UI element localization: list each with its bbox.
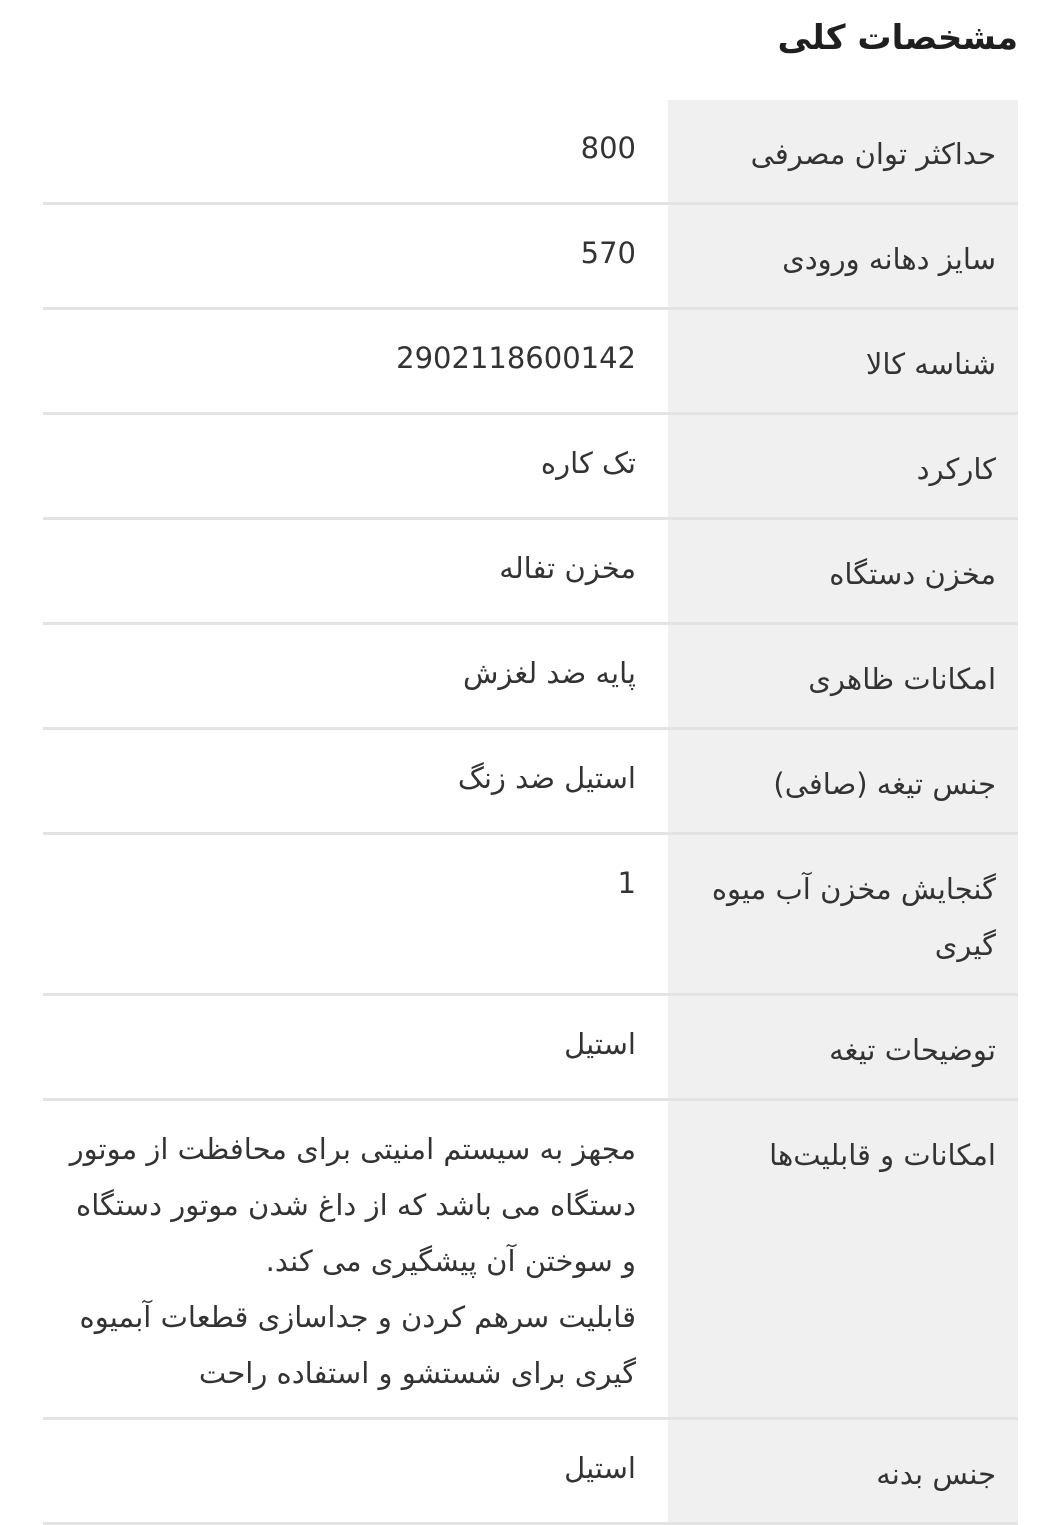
spec-row-juice-capacity: [43, 835, 1018, 996]
spec-value: تک کاره: [540, 446, 636, 480]
spec-key: جنس بدنه: [668, 1420, 1018, 1522]
spec-value: 800: [580, 131, 636, 165]
spec-key: کارکرد: [668, 415, 1018, 517]
spec-key: جنس تیغه (صافی): [668, 730, 1018, 832]
spec-value: استیل: [564, 1451, 636, 1485]
spec-value: مخزن تفاله: [499, 551, 636, 585]
spec-key: شناسه کالا: [668, 310, 1018, 412]
spec-row-blade-material: [43, 730, 1018, 835]
spec-value: 570: [580, 236, 636, 270]
spec-key: مخزن دستگاه: [668, 520, 1018, 622]
spec-row-inlet-size: [43, 205, 1018, 310]
spec-row-container: [43, 520, 1018, 625]
spec-value: 2902118600142: [396, 341, 636, 375]
spec-value: پایه ضد لغزش: [462, 656, 636, 690]
spec-row-function: [43, 415, 1018, 520]
spec-row-max-power: [43, 100, 1018, 205]
specifications-table: [43, 100, 1018, 1525]
spec-value-line: قابلیت سرهم کردن و جداسازی قطعات آبمیوه گیری برای شستشو و استفاده راحت: [79, 1300, 636, 1390]
spec-key: گنجایش مخزن آب میوه گیری: [668, 835, 1018, 993]
spec-key: حداکثر توان مصرفی: [668, 100, 1018, 202]
section-title: مشخصات کلی: [777, 18, 1018, 58]
spec-value: [43, 1101, 668, 1417]
spec-value: 1: [617, 866, 636, 900]
spec-row-body-material: [43, 1420, 1018, 1525]
spec-key: سایز دهانه ورودی: [668, 205, 1018, 307]
spec-value: استیل ضد زنگ: [457, 761, 636, 795]
spec-row-features: [43, 1101, 1018, 1420]
spec-key: امکانات و قابلیت‌ها: [668, 1101, 1018, 1417]
spec-key: امکانات ظاهری: [668, 625, 1018, 727]
spec-row-blade-description: [43, 996, 1018, 1101]
spec-row-appearance-features: [43, 625, 1018, 730]
spec-value: استیل: [564, 1027, 636, 1061]
spec-value-line: مجهز به سیستم امنیتی برای محافظت از موتور دستگاه می باشد که از داغ شدن موتور دستگاه و سوختن آن پیشگیری می کند.: [69, 1132, 636, 1278]
spec-key: توضیحات تیغه: [668, 996, 1018, 1098]
spec-row-product-id: [43, 310, 1018, 415]
